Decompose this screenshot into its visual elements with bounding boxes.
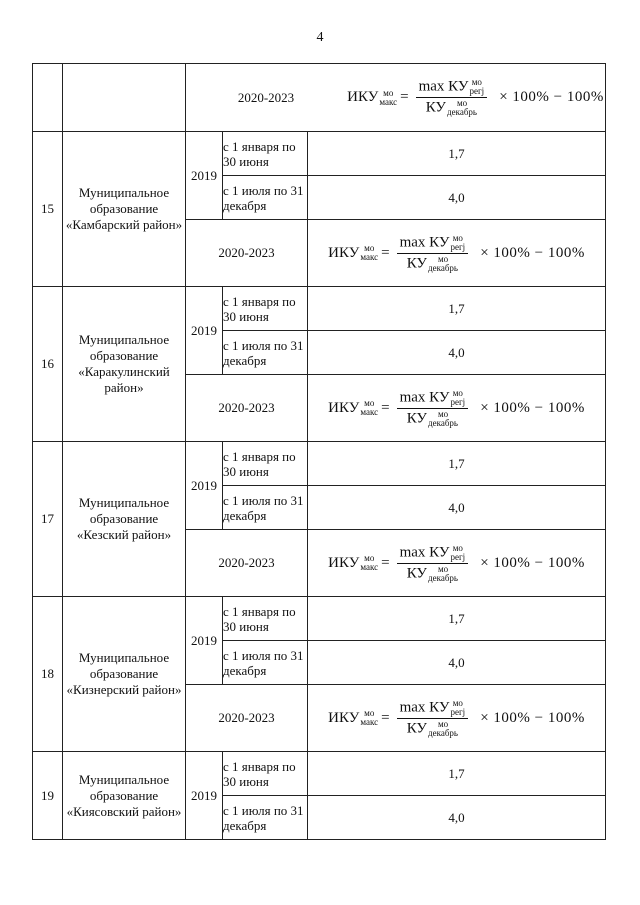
formula-den: КУ [406, 409, 428, 426]
formula-den: КУ [406, 254, 428, 271]
formula-den: КУ [425, 99, 447, 116]
formula-num-prefix: max КУ [418, 78, 469, 95]
formula-fraction [397, 389, 469, 428]
formula-num-sub: регj [450, 551, 466, 562]
formula-fraction [397, 699, 469, 738]
formula-tail: × 100% − 100% [480, 244, 585, 261]
formula-denominator [404, 409, 461, 428]
formula-eq: = [381, 244, 390, 261]
formula-den-sub: декабрь [428, 572, 459, 583]
formula-fraction [416, 78, 488, 117]
row-number [33, 64, 63, 132]
formula-den-sup: мо [437, 253, 449, 264]
period-label: с 1 января по 30 июня [223, 442, 308, 486]
year: 2019 [186, 132, 223, 220]
period-label: с 1 января по 30 июня [223, 287, 308, 331]
formula-eq: = [400, 89, 409, 105]
period-label: с 1 января по 30 июня [223, 752, 308, 796]
table-row [33, 64, 606, 132]
formula-tail: × 100% − 100% [480, 399, 585, 416]
period-value: 1,7 [308, 287, 606, 331]
year: 2019 [186, 442, 223, 530]
formula-lhs-sub: макс [360, 407, 379, 417]
period-value: 4,0 [308, 486, 606, 530]
period-label: с 1 января по 30 июня [223, 132, 308, 176]
formula-num-sub: регj [450, 706, 466, 717]
formula-tail: × 100% − 100% [480, 709, 585, 726]
formula [308, 375, 606, 442]
municipality-name: Муниципальное образование «Кизнерский район» [63, 597, 186, 752]
period-value: 4,0 [308, 641, 606, 685]
period-value: 1,7 [308, 597, 606, 641]
formula-expression [328, 544, 585, 583]
formula-lhs-sub: макс [360, 562, 379, 572]
formula-expression [328, 389, 585, 428]
formula-num-sub: регj [469, 86, 485, 96]
formula-den-sup: мо [437, 408, 449, 419]
formula-eq: = [381, 554, 390, 571]
year: 2019 [186, 287, 223, 375]
formula [346, 78, 605, 117]
period-value: 4,0 [308, 796, 606, 840]
formula-lhs: ИКУ [347, 89, 379, 105]
formula-num-sup: мо [452, 387, 463, 398]
period-label: с 1 июля по 31 декабря [223, 796, 308, 840]
formula [308, 530, 606, 597]
formula-expression [347, 78, 604, 117]
period-value: 1,7 [308, 132, 606, 176]
formula-eq: = [381, 709, 390, 726]
municipality-name: Муниципальное образование «Киясовский район» [63, 752, 186, 840]
formula-lhs-sub: макс [360, 252, 379, 262]
municipality-name: Муниципальное образование «Кезский район» [63, 442, 186, 597]
row-number: 18 [33, 597, 63, 752]
formula-lhs: ИКУ [328, 244, 360, 261]
formula-numerator [397, 544, 469, 564]
formula-num-prefix: max КУ [399, 698, 450, 715]
formula-num-sub: регj [450, 241, 466, 252]
formula-num-sup: мо [471, 77, 482, 87]
municipality-name: Муниципальное образование «Камбарский район» [63, 132, 186, 287]
formula-numerator [397, 699, 469, 719]
formula-lhs-sup: мо [364, 553, 375, 563]
table-row [33, 752, 606, 796]
table-row [33, 597, 606, 641]
formula-den-sub: декабрь [428, 262, 459, 273]
formula-den: КУ [406, 719, 428, 736]
municipality-name [63, 64, 186, 132]
formula-lhs-sub: макс [379, 96, 398, 107]
page-number: 4 [316, 30, 324, 45]
period-value: 1,7 [308, 752, 606, 796]
formula-num-prefix: max КУ [399, 388, 450, 405]
period-value: 1,7 [308, 442, 606, 486]
year: 2019 [186, 752, 223, 840]
formula-lhs: ИКУ [328, 554, 360, 571]
formula-den-sup: мо [437, 563, 449, 574]
formula-denominator [404, 254, 461, 273]
row-number: 19 [33, 752, 63, 840]
formula-tail: × 100% − 100% [480, 554, 585, 571]
row-number: 17 [33, 442, 63, 597]
year-range: 2020-2023 [186, 375, 308, 442]
year-range: 2020-2023 [186, 530, 308, 597]
formula-lhs-sub: макс [360, 717, 379, 727]
formula-expression [328, 699, 585, 738]
period-label: с 1 июля по 31 декабря [223, 486, 308, 530]
formula-lhs-sup: мо [364, 398, 375, 408]
formula-den-sub: декабрь [447, 107, 478, 117]
period-label: с 1 января по 30 июня [223, 597, 308, 641]
table-row [33, 287, 606, 331]
formula-lhs-sup: мо [383, 87, 394, 98]
formula [308, 685, 606, 752]
formula-tail: × 100% − 100% [499, 89, 604, 105]
year: 2019 [186, 597, 223, 685]
period-label: с 1 июля по 31 декабря [223, 176, 308, 220]
table-row [33, 132, 606, 176]
period-value: 4,0 [308, 331, 606, 375]
formula [308, 220, 606, 287]
formula-num-sup: мо [452, 232, 463, 243]
year-range: 2020-2023 [186, 685, 308, 752]
formula-num-sup: мо [452, 697, 463, 708]
table-row [33, 442, 606, 486]
formula-numerator [416, 78, 488, 98]
formula-den-sup: мо [456, 98, 468, 108]
formula-expression [328, 234, 585, 273]
formula-num-prefix: max КУ [399, 543, 450, 560]
formula-denominator [404, 564, 461, 583]
formula-eq: = [381, 399, 390, 416]
formula-denominator [423, 98, 480, 117]
municipality-name: Муниципальное образование «Каракулинский район» [63, 287, 186, 442]
data-table [32, 63, 606, 840]
formula-numerator [397, 234, 469, 254]
year-range: 2020-2023 [237, 89, 295, 105]
formula-den-sub: декабрь [428, 417, 459, 428]
formula-fraction [397, 544, 469, 583]
formula-fraction [397, 234, 469, 273]
formula-lhs-sup: мо [364, 243, 375, 253]
year-range: 2020-2023 [186, 220, 308, 287]
formula-den: КУ [406, 564, 428, 581]
period-value: 4,0 [308, 176, 606, 220]
formula-num-sup: мо [452, 542, 463, 553]
formula-num-prefix: max КУ [399, 233, 450, 250]
row-number: 15 [33, 132, 63, 287]
formula-lhs: ИКУ [328, 399, 360, 416]
formula-lhs: ИКУ [328, 709, 360, 726]
formula-den-sup: мо [437, 718, 449, 729]
formula-numerator [397, 389, 469, 409]
period-label: с 1 июля по 31 декабря [223, 331, 308, 375]
formula-denominator [404, 719, 461, 738]
period-label: с 1 июля по 31 декабря [223, 641, 308, 685]
formula-den-sub: декабрь [428, 727, 459, 738]
row-number: 16 [33, 287, 63, 442]
formula-lhs-sup: мо [364, 708, 375, 718]
formula-num-sub: регj [450, 396, 466, 407]
